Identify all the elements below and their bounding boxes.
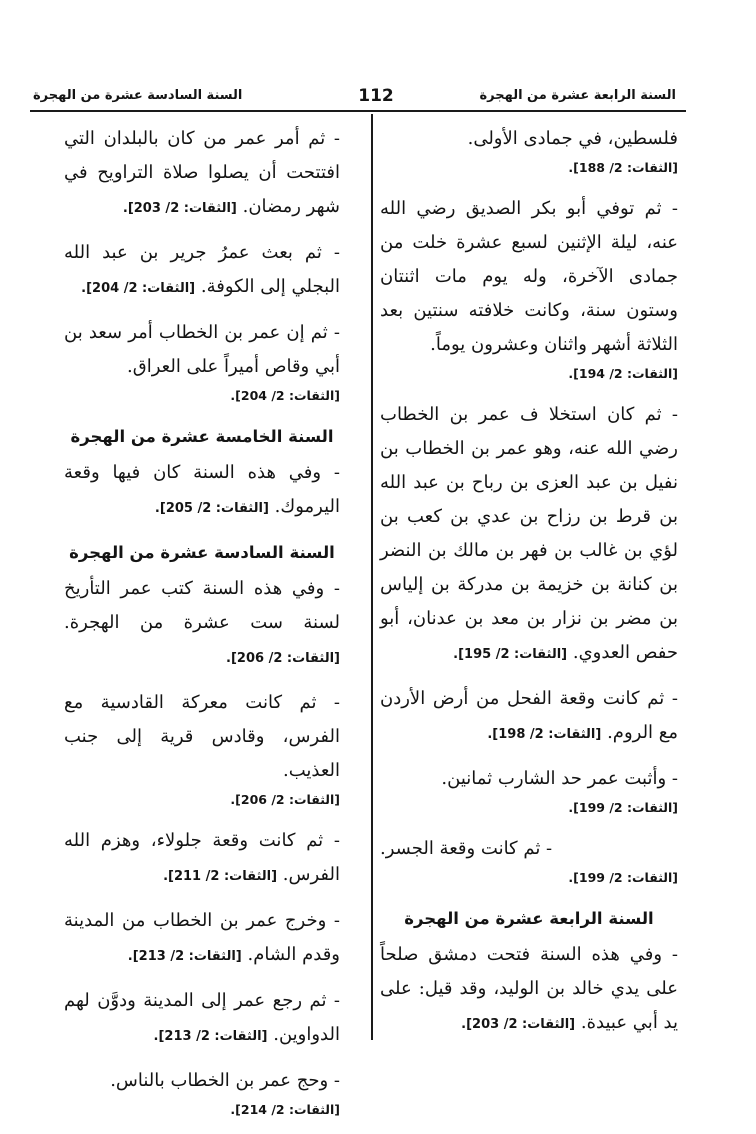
entry-text: - وأثبت عمر حد الشارب ثمانين. xyxy=(441,768,678,789)
citation: [الثقات: 2/ 205]. xyxy=(154,501,269,516)
entry xyxy=(64,572,340,674)
entry xyxy=(380,192,678,386)
entry-text: - ثم إن عمر بن الخطاب أمر سعد بن أبي وقاص أميراً على العراق. xyxy=(64,322,340,377)
entry-text: - ثم كانت وقعة الفحل من أرض الأردن مع الروم. xyxy=(380,688,678,743)
entry xyxy=(64,824,340,892)
entry xyxy=(64,316,340,408)
citation: [الثقات: 2/ 206]. xyxy=(230,792,340,807)
right-column xyxy=(380,122,678,1052)
entry-text: - وخرج عمر بن الخطاب من المدينة وقدم الشام. xyxy=(64,910,340,965)
citation: [الثقات: 2/ 203]. xyxy=(461,1017,576,1032)
running-header-right: السنة الرابعة عشرة من الهجرة xyxy=(479,88,676,103)
entry xyxy=(64,236,340,304)
page-number: 112 xyxy=(358,86,394,106)
citation: [الثقات: 2/ 213]. xyxy=(127,949,242,964)
section-title: السنة السادسة عشرة من الهجرة xyxy=(69,543,335,562)
section-title: السنة الخامسة عشرة من الهجرة xyxy=(70,427,334,446)
citation: [الثقات: 2/ 194]. xyxy=(568,366,678,381)
entry-text: - ثم كان استخلا ف عمر بن الخطاب رضي الله عنه، وهو عمر بن الخطاب بن نفيل بن عبد العزى بن رباح بن عبد الله بن قرط بن رزاح بن عدي بن كعب بن لؤي بن غالب بن فهر بن مالك بن النضر بن كنانة بن خزيمة بن مدركة بن إلياس بن مضر بن نزار بن معد بن عدنان، أبو حفص العدوي. xyxy=(380,404,678,663)
entry xyxy=(64,984,340,1052)
entry-text: - ثم توفي أبو بكر الصديق رضي الله عنه، ليلة الإثنين لسبع عشرة خلت من جمادى الآخرة، وله يوم مات اثنتان وستون سنة، وكانت خلافته سنتين بعد الثلاثة أشهر واثنان وعشرون يوماً. xyxy=(380,198,678,355)
citation: [الثقات: 2/ 199]. xyxy=(568,800,678,815)
citation: [الثقات: 2/ 199]. xyxy=(568,870,678,885)
entry-text: - وفي هذه السنة كان فيها وقعة اليرموك. xyxy=(64,462,340,517)
entry xyxy=(380,832,678,890)
citation: [الثقات: 2/ 213]. xyxy=(153,1029,268,1044)
citation: [الثقات: 2/ 204]. xyxy=(81,281,196,296)
header-rule xyxy=(30,110,686,112)
entry xyxy=(380,682,678,750)
citation: [الثقات: 2/ 206]. xyxy=(226,651,340,666)
entry-text: - وحج عمر بن الخطاب بالناس. xyxy=(110,1070,340,1091)
entry xyxy=(380,122,678,180)
entry xyxy=(64,686,340,812)
entry xyxy=(380,762,678,820)
entry xyxy=(64,122,340,224)
running-header-left: السنة السادسة عشرة من الهجرة xyxy=(33,88,243,103)
entry-text: - وفي هذه السنة كتب عمر التأريخ لسنة ست عشرة من الهجرة. xyxy=(64,578,340,633)
entry-text: - ثم كانت وقعة جلولاء، وهزم الله الفرس. xyxy=(64,830,340,885)
left-column xyxy=(64,122,340,1134)
entry-text: - ثم كانت وقعة الجسر. xyxy=(380,838,553,859)
entry xyxy=(64,1064,340,1122)
entry xyxy=(64,904,340,972)
entry-text: - ثم أمر عمر من كان بالبلدان التي افتتحت أن يصلوا صلاة التراويح في شهر رمضان. xyxy=(64,128,340,217)
citation: [الثقات: 2/ 188]. xyxy=(568,160,678,175)
citation: [الثقات: 2/ 195]. xyxy=(453,647,568,662)
entry-text: - ثم بعث عمرُ جرير بن عبد الله البجلي إلى الكوفة. xyxy=(64,242,340,297)
citation: [الثقات: 2/ 203]. xyxy=(122,201,237,216)
section-title: السنة الرابعة عشرة من الهجرة xyxy=(404,909,654,928)
entry-text: - ثم رجع عمر إلى المدينة ودوَّن لهم الدواوين. xyxy=(64,990,340,1045)
entry-text: - وفي هذه السنة فتحت دمشق صلحاً على يدي خالد بن الوليد، وقد قيل: على يد أبي عبيدة. xyxy=(380,944,678,1033)
column-divider xyxy=(371,114,373,1040)
entry xyxy=(64,456,340,524)
citation: [الثقات: 2/ 198]. xyxy=(487,727,602,742)
entry xyxy=(380,938,678,1040)
entry xyxy=(380,398,678,670)
citation: [الثقات: 2/ 214]. xyxy=(230,1102,340,1117)
entry-text: - ثم كانت معركة القادسية مع الفرس، وقادس قرية إلى جنب العذيب. xyxy=(64,692,340,781)
citation: [الثقات: 2/ 204]. xyxy=(230,388,340,403)
citation: [الثقات: 2/ 211]. xyxy=(163,869,278,884)
entry-text: فلسطين، في جمادى الأولى. xyxy=(467,128,678,149)
